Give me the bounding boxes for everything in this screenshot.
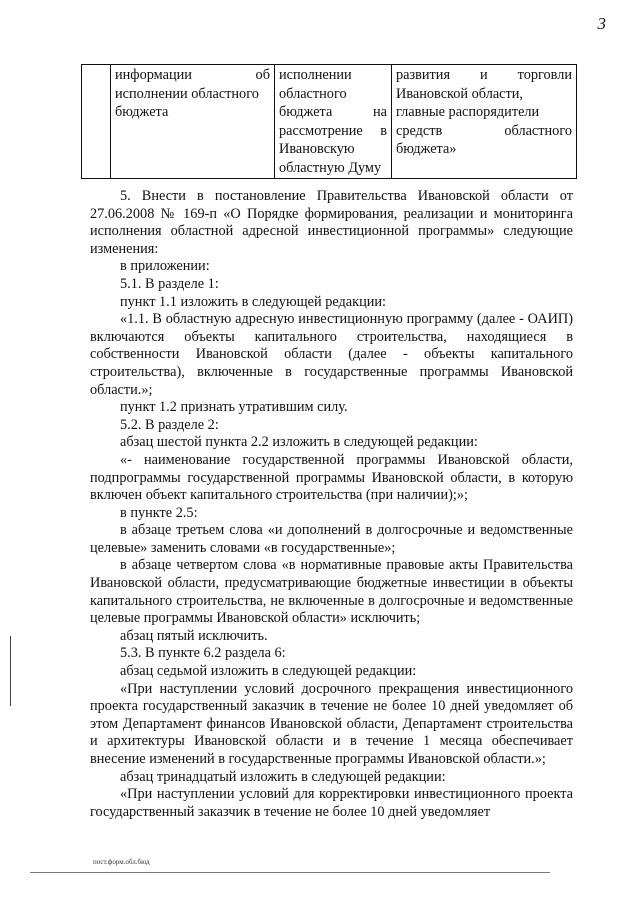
scan-artifact-bottom-line [30,872,550,873]
cell-line: исполнении областного [115,85,259,102]
paragraph: 5.3. В пункте 6.2 раздела 6: [120,645,286,662]
table-cell-departments [392,65,577,179]
scan-artifact-left-line [10,636,11,706]
cell-line: главные распорядители [396,104,540,120]
paragraph: «При наступлении условий для корректировки инвестиционного проекта государственный заказчик в течение не более 10 дней уведомляет [90,786,573,820]
cell-line: Ивановскую [279,141,355,157]
table-cell-execution [275,65,392,179]
cell-line: бюджета на [279,104,387,120]
paragraph: в приложении: [120,258,210,275]
cell-line: исполнении [279,67,352,83]
table-cell-empty [82,65,111,179]
cell-line: бюджета [115,104,169,120]
paragraph: в пункте 2.5: [120,504,198,521]
cell-line: бюджета» [396,141,457,157]
paragraph: 5.1. В разделе 1: [120,275,219,292]
footer-code: пост.форм.обл.бюд [93,858,150,866]
paragraph: 5.2. В разделе 2: [120,416,219,433]
continued-table [81,64,577,179]
paragraph: абзац седьмой изложить в следующей редакции: [120,663,417,680]
paragraph: абзац тринадцатый изложить в следующей редакции: [120,768,446,785]
cell-line: рассмотрение в [279,122,387,139]
paragraph: в абзаце четвертом слова «в нормативные правовые акты Правительства Ивановской области, предусматривающие бюджетные инвестиции в объекты капитального строительства, не включенные в долгосрочные и ведомственные целевые программы Ивановской области» исключить; [90,557,573,627]
paragraph: 5. Внести в постановление Правительства Ивановской области от 27.06.2008 № 169-п «О Порядке формирования, реализации и мониторинга исполнения областной адресной инвестиционной программы» следующие изменения: [90,188,573,257]
cell-line: средств областного [396,122,572,139]
paragraph: «- наименование государственной программы Ивановской области, подпрограммы государственной программы Ивановской области, в которую включен объект капитального строительства (при наличии);»; [90,451,573,504]
table-row [82,65,577,179]
cell-line: областного [279,85,347,102]
paragraph: «1.1. В областную адресную инвестиционную программу (далее - ОАИП) включаются объекты капитального строительства, находящиеся в собственности Ивановской области (далее - объекты капитального строительства), включенные в государственные программы Ивановской области.»; [90,311,573,398]
cell-line: развития и торговли [396,67,572,83]
paragraph: абзац шестой пункта 2.2 изложить в следующей редакции: [120,434,478,451]
table-cell-info [111,65,275,179]
document-body [90,188,573,821]
paragraph: абзац пятый исключить. [120,627,268,644]
paragraph: пункт 1.2 признать утратившим силу. [120,399,348,416]
cell-line: информации об [115,67,270,83]
cell-line: областную Думу [279,159,382,176]
paragraph: «При наступлении условий досрочного прекращения инвестиционного проекта государственный заказчик в течение не более 10 дней уведомляет об этом Департамент финансов Ивановской области, Департамент строительства и архитектуры Ивановской области и в течение 1 месяца обеспечивает внесение изменений в государственные программы Ивановской области.»; [90,680,573,767]
cell-line: Ивановской области, [396,85,524,102]
page-number: 3 [597,14,606,33]
paragraph: пункт 1.1 изложить в следующей редакции: [120,293,387,310]
paragraph: в абзаце третьем слова «и дополнений в долгосрочные и ведомственные целевые» заменить словами «в государственные»; [90,522,573,556]
